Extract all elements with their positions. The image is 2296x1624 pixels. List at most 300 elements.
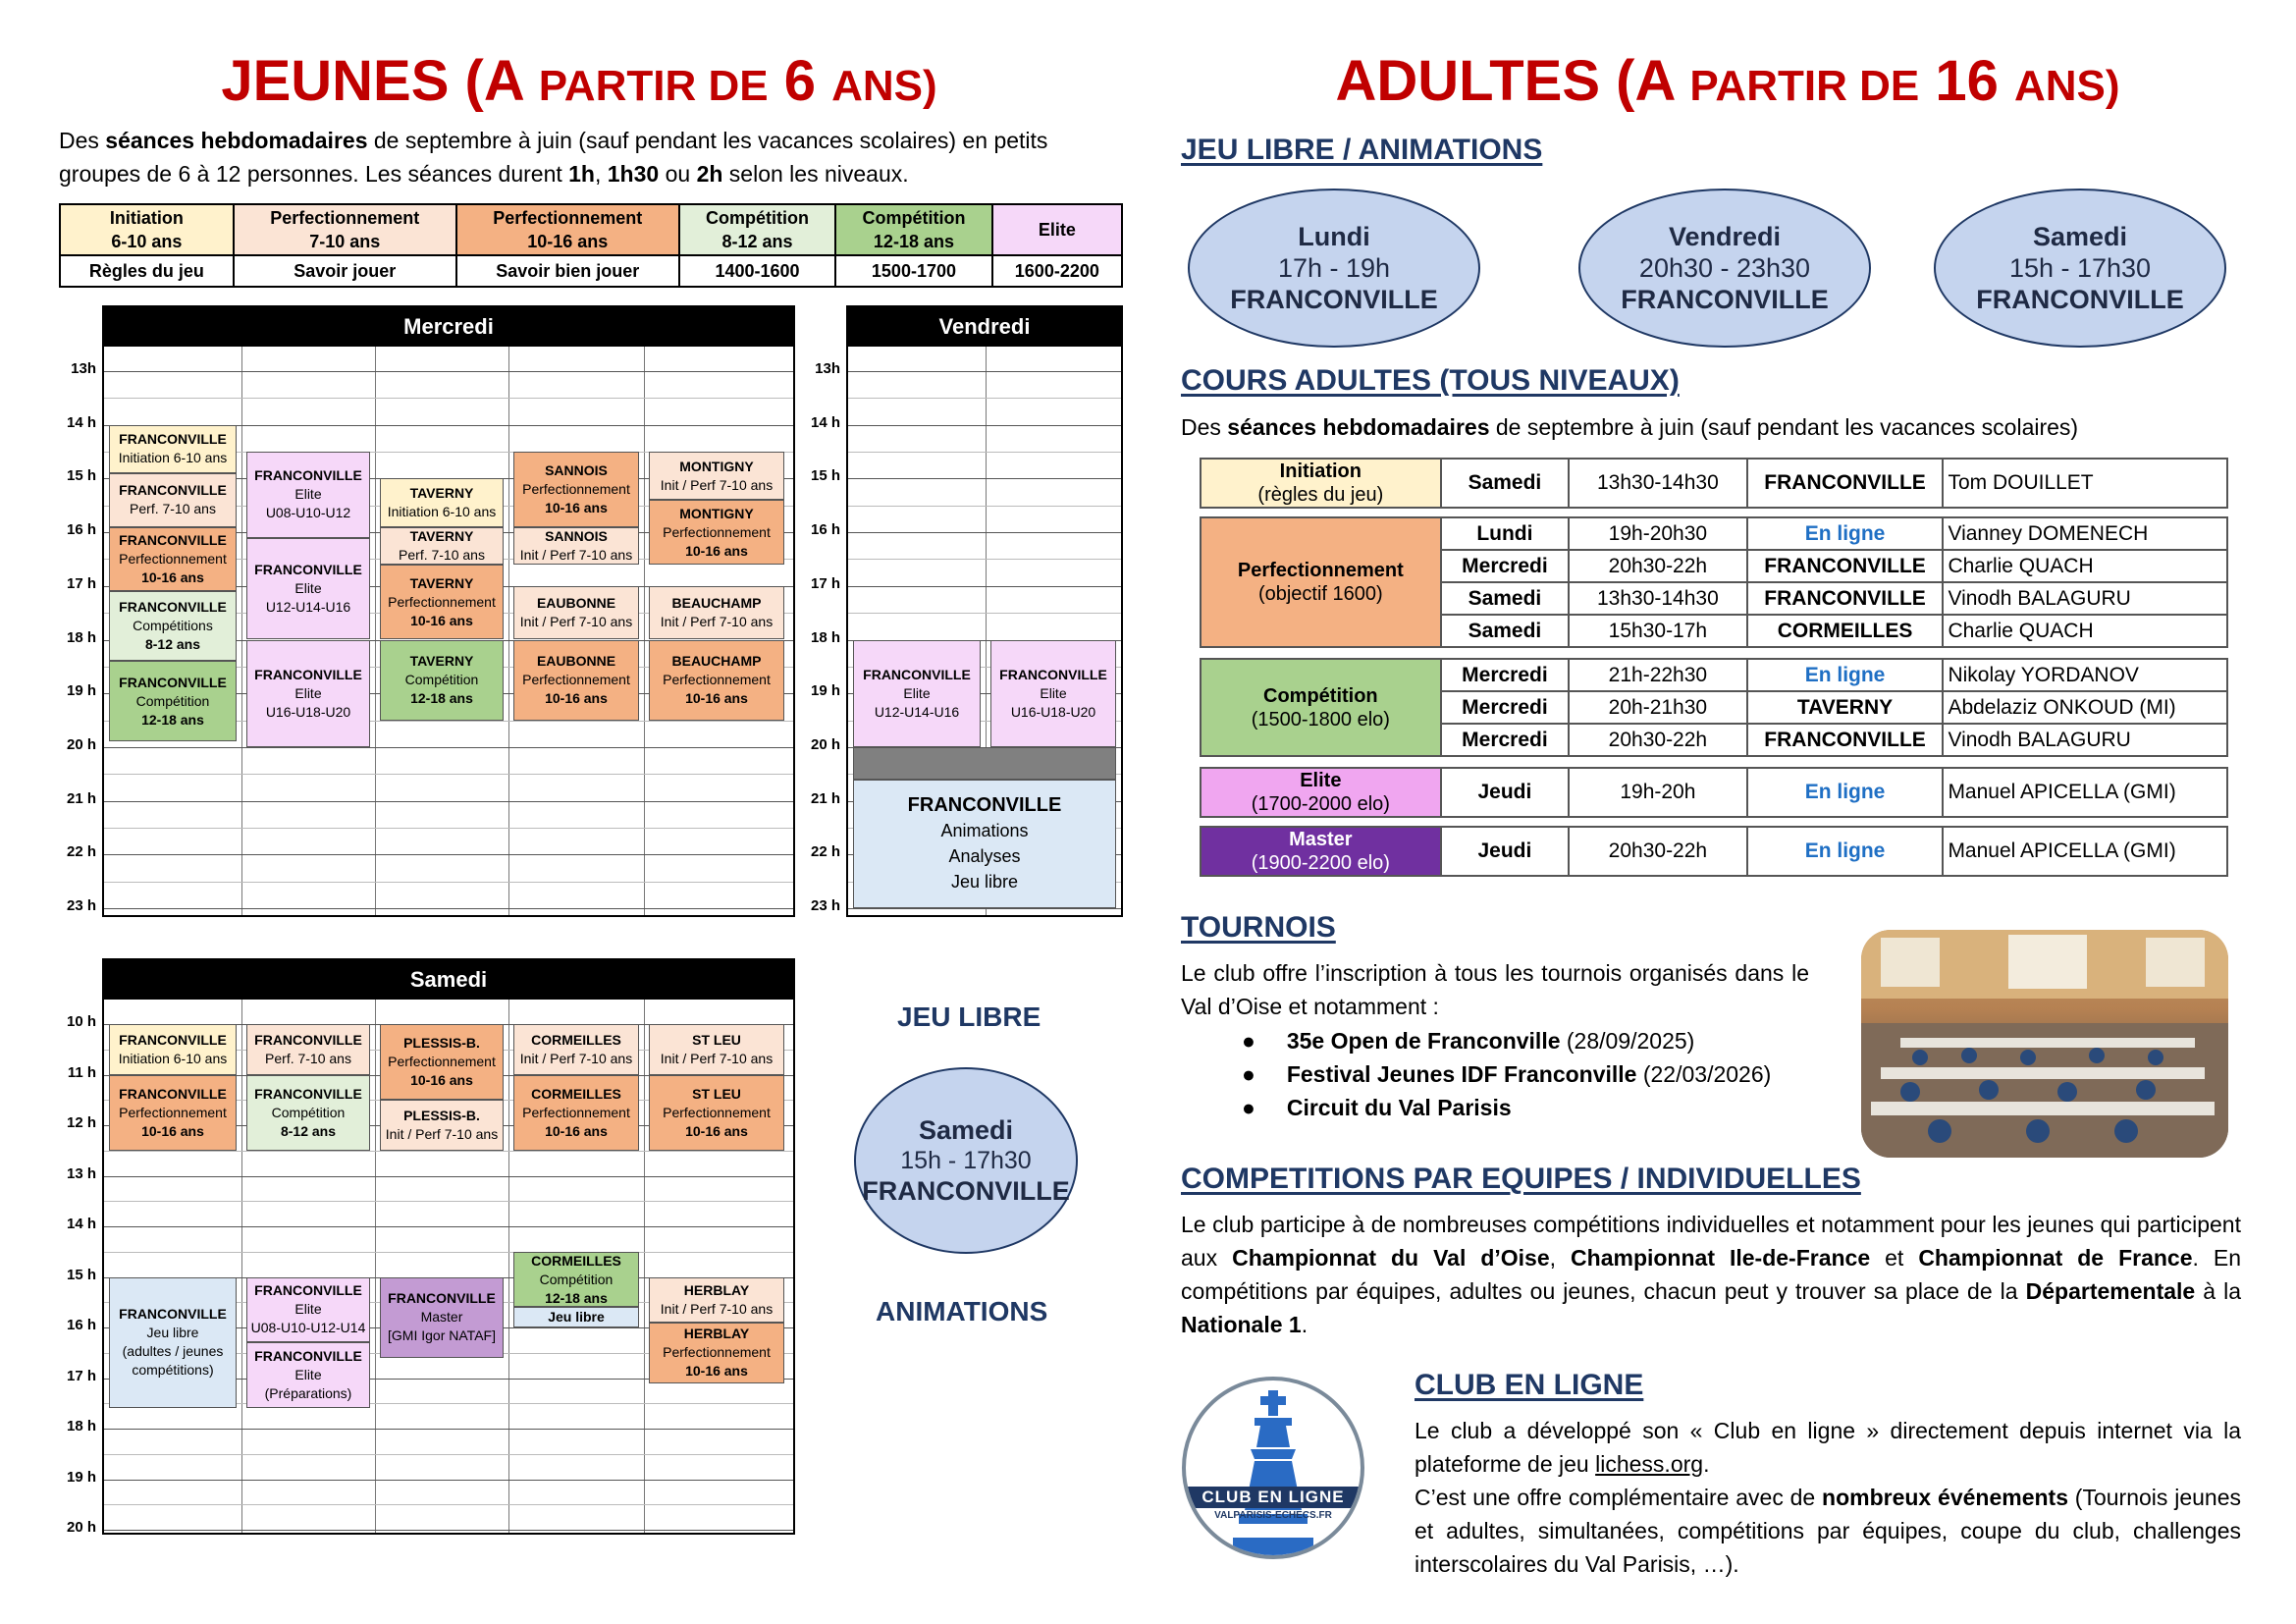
course-time: 20h-21h30 xyxy=(1569,691,1746,724)
course-teacher: Vinodh BALAGURU xyxy=(1943,582,2227,615)
block-detail: Perf. 7-10 ans xyxy=(130,501,216,517)
grid-half-line xyxy=(104,1201,793,1202)
block-location: FRANCONVILLE xyxy=(254,1031,362,1048)
block-detail: Elite xyxy=(294,486,322,503)
course-place: TAVERNY xyxy=(1747,691,1944,724)
tournois-list xyxy=(1242,1024,1870,1124)
course-place: FRANCONVILLE xyxy=(1747,459,1944,508)
block-location: SANNOIS xyxy=(545,527,608,544)
block-detail: [GMI Igor NATAF] xyxy=(388,1327,496,1344)
course-time: 15h30-17h xyxy=(1569,615,1746,647)
block-detail: Elite xyxy=(294,684,322,701)
schedule-block xyxy=(649,1075,784,1151)
block-detail: (Préparations) xyxy=(264,1385,352,1402)
block-location: SANNOIS xyxy=(545,461,608,478)
block-location: FRANCONVILLE xyxy=(254,666,362,682)
grid-hour-line xyxy=(848,586,1121,587)
hour-label: 16 h xyxy=(66,521,96,539)
block-location: Jeu libre xyxy=(548,1309,605,1326)
schedule-block xyxy=(649,640,784,721)
grid-half-line xyxy=(104,774,793,775)
schedule-block xyxy=(380,527,504,565)
block-location: FRANCONVILLE xyxy=(254,467,362,484)
hour-label: 22 h xyxy=(66,843,96,861)
hour-label: 14 h xyxy=(66,1216,96,1232)
jeu-libre-animations-heading: JEU LIBRE / ANIMATIONS xyxy=(1181,134,1543,166)
schedule-block xyxy=(246,640,370,747)
course-level-sub: (objectif 1600) xyxy=(1257,583,1383,605)
grid-half-line xyxy=(848,506,1121,507)
block-location: FRANCONVILLE xyxy=(119,1085,227,1102)
level-desc: Savoir jouer xyxy=(234,255,456,287)
level-desc: 1500-1700 xyxy=(835,255,991,287)
schedule-block xyxy=(380,565,504,640)
block-location: CORMEILLES xyxy=(531,1085,621,1102)
block-detail: compétitions) xyxy=(132,1362,214,1379)
block-location: FRANCONVILLE xyxy=(254,1282,362,1299)
schedule-block xyxy=(990,640,1116,747)
course-place: En ligne xyxy=(1747,517,1944,550)
schedule-block xyxy=(649,500,784,565)
course-level-name: Initiation xyxy=(1279,460,1362,482)
tournament-photo xyxy=(1861,930,2228,1158)
block-detail: 8-12 ans xyxy=(144,636,201,653)
grid-half-line xyxy=(848,613,1121,614)
oval-time: 17h - 19h xyxy=(1277,253,1391,283)
hour-label: 20 h xyxy=(810,735,840,753)
competitions-heading: COMPETITIONS PAR EQUIPES / INDIVIDUELLES xyxy=(1181,1163,1861,1195)
block-detail: Init / Perf 7-10 ans xyxy=(660,476,774,493)
course-level-sub: (1900-2200 elo) xyxy=(1251,852,1390,874)
block-detail: 10-16 ans xyxy=(410,612,473,628)
block-detail: 10-16 ans xyxy=(685,690,748,707)
block-detail: Analyses xyxy=(948,846,1021,867)
grid-hour-line xyxy=(848,478,1121,479)
course-day: Samedi xyxy=(1441,615,1569,647)
block-detail: Init / Perf 7-10 ans xyxy=(385,1126,499,1142)
mercredi-grid xyxy=(102,305,795,917)
block-detail: Compétition xyxy=(404,672,479,688)
block-detail: U16-U18-U20 xyxy=(265,703,351,720)
schedule-block xyxy=(513,452,639,527)
schedule-block xyxy=(246,452,370,538)
block-detail: 12-18 ans xyxy=(410,690,473,707)
cours-intro: Des séances hebdomadaires de septembre à juin (sauf pendant les vacances scolaires) xyxy=(1181,414,2079,440)
block-location: FRANCONVILLE xyxy=(907,794,1062,817)
schedule-block xyxy=(380,1024,504,1100)
block-detail: Perfectionnement xyxy=(388,1054,496,1070)
course-day: Lundi xyxy=(1441,517,1569,550)
closed-slot xyxy=(853,747,1116,780)
course-teacher: Charlie QUACH xyxy=(1943,550,2227,582)
course-teacher: Vianney DOMENECH xyxy=(1943,517,2227,550)
logo-title: CLUB EN LIGNE xyxy=(1186,1487,1361,1508)
tournois-heading: TOURNOIS xyxy=(1181,911,1336,944)
schedule-block xyxy=(246,1342,370,1408)
block-detail: U12-U14-U16 xyxy=(265,599,351,616)
block-detail: Init / Perf 7-10 ans xyxy=(519,614,633,630)
level-header xyxy=(992,204,1122,255)
schedule-block xyxy=(109,1024,237,1075)
oval-place: FRANCONVILLE xyxy=(862,1175,1070,1206)
schedule-block xyxy=(513,586,639,640)
course-place: En ligne xyxy=(1747,827,1944,876)
grid-hour-line xyxy=(104,801,793,802)
hour-label: 16 h xyxy=(810,521,840,539)
course-day: Samedi xyxy=(1441,459,1569,508)
course-teacher: Manuel APICELLA (GMI) xyxy=(1943,768,2227,817)
hour-label: 19 h xyxy=(66,1468,96,1486)
oval-day: Lundi xyxy=(1298,222,1370,251)
grid-hour-line xyxy=(104,1176,793,1177)
tournoi-item: ● Circuit du Val Parisis xyxy=(1242,1095,1512,1120)
course-table xyxy=(1200,516,2228,648)
grid-hour-line xyxy=(848,371,1121,372)
competitions-text: Le club participe à de nombreuses compétitions individuelles et notamment pour les jeunes qui participent aux Championnat du Val d’Oise, Championnat Ile-de-France et Championnat de France. En compétitions par équipes, adultes ou jeunes, chacun peut y trouver sa place de la Départementale à la Nationale 1. xyxy=(1181,1212,2242,1337)
grid-hour-line xyxy=(848,908,1121,909)
block-location: EAUBONNE xyxy=(536,653,616,670)
course-level-name: Elite xyxy=(1300,770,1342,791)
level-age: 6-10 ans xyxy=(111,232,183,251)
grid-half-line xyxy=(104,1151,793,1152)
hour-label: 15 h xyxy=(66,467,96,485)
logo-url: VALPARISIS-ECHECS.FR xyxy=(1214,1510,1332,1521)
course-teacher: Tom DOUILLET xyxy=(1943,459,2227,508)
level-name: Compétition xyxy=(706,208,810,228)
hour-label: 15 h xyxy=(810,467,840,485)
levels-table xyxy=(59,203,1123,288)
level-header xyxy=(456,204,679,255)
jeunes-intro: Des séances hebdomadaires de septembre à juin (sauf pendant les vacances scolaires) en petits groupes de 6 à 12 personnes. Les séances durent 1h, 1h30 ou 2h selon les niveaux. xyxy=(59,128,1048,187)
block-detail: Compétitions xyxy=(133,618,213,634)
tournoi-item: ● 35e Open de Franconville (28/09/2025) xyxy=(1242,1028,1695,1054)
block-location: FRANCONVILLE xyxy=(119,599,227,616)
block-detail: Initiation 6-10 ans xyxy=(387,504,497,519)
oval-time: 20h30 - 23h30 xyxy=(1638,253,1811,283)
schedule-block xyxy=(109,1075,237,1151)
course-teacher: Vinodh BALAGURU xyxy=(1943,724,2227,756)
block-detail: Perf. 7-10 ans xyxy=(399,546,485,563)
schedule-block xyxy=(246,538,370,640)
block-location: FRANCONVILLE xyxy=(119,482,227,499)
hour-label: 18 h xyxy=(66,628,96,646)
level-age: 12-18 ans xyxy=(873,232,954,251)
block-detail: Compétition xyxy=(135,692,210,709)
club-text-1: Le club a développé son « Club en ligne » directement depuis internet via la plateforme de jeu lichess.org. xyxy=(1415,1418,2241,1477)
schedule-block xyxy=(246,1024,370,1075)
schedule-block xyxy=(513,1252,639,1308)
grid-column-line xyxy=(508,347,509,915)
grid-half-line xyxy=(104,1454,793,1455)
block-location: PLESSIS-B. xyxy=(403,1035,480,1052)
level-desc: Règles du jeu xyxy=(60,255,234,287)
oval-place: FRANCONVILLE xyxy=(1976,285,2184,314)
block-detail: Perfectionnement xyxy=(663,1104,771,1120)
hour-label: 13h xyxy=(71,360,96,377)
block-location: FRANCONVILLE xyxy=(254,1348,362,1365)
cours-adultes-heading: COURS ADULTES (TOUS NIVEAUX) xyxy=(1181,364,1680,397)
block-detail: Perfectionnement xyxy=(522,480,630,497)
schedule-block xyxy=(246,1277,370,1343)
hour-label: 20 h xyxy=(66,1519,96,1536)
schedule-block xyxy=(109,473,237,527)
course-level xyxy=(1201,827,1441,876)
course-day: Mercredi xyxy=(1441,659,1569,691)
grid-hour-line xyxy=(104,747,793,748)
block-detail: Initiation 6-10 ans xyxy=(118,450,228,466)
course-level xyxy=(1201,459,1441,508)
block-location: TAVERNY xyxy=(409,527,474,544)
grid-column-line xyxy=(241,347,242,915)
course-day: Jeudi xyxy=(1441,827,1569,876)
course-day: Samedi xyxy=(1441,582,1569,615)
block-location: ST LEU xyxy=(692,1085,741,1102)
mercredi-header: Mercredi xyxy=(104,307,793,347)
grid-column-line xyxy=(644,1000,645,1533)
oval-place: FRANCONVILLE xyxy=(1230,285,1438,314)
oval-day: Vendredi xyxy=(1668,222,1782,251)
block-detail: U08-U10-U12 xyxy=(265,505,351,521)
grid-hour-line xyxy=(104,371,793,372)
grid-half-line xyxy=(104,1252,793,1253)
block-detail: Compétition xyxy=(539,1271,614,1287)
hour-label: 17 h xyxy=(66,574,96,592)
block-location: FRANCONVILLE xyxy=(999,666,1107,682)
hour-label: 15 h xyxy=(66,1266,96,1283)
grid-half-line xyxy=(104,398,793,399)
jeu-libre-heading: JEU LIBRE xyxy=(897,1001,1041,1032)
samedi-grid xyxy=(102,958,795,1535)
block-detail: Init / Perf 7-10 ans xyxy=(519,546,633,563)
oval-place: FRANCONVILLE xyxy=(1621,285,1829,314)
block-detail: (adultes / jeunes xyxy=(122,1343,224,1360)
schedule-block xyxy=(513,640,639,721)
level-name: Perfectionnement xyxy=(270,208,420,228)
course-level-sub: (1500-1800 elo) xyxy=(1251,708,1390,731)
block-detail: Elite xyxy=(903,684,931,701)
block-detail: 10-16 ans xyxy=(545,499,608,515)
hour-label: 21 h xyxy=(810,789,840,807)
block-detail: U16-U18-U20 xyxy=(1010,703,1096,720)
hour-label: 19 h xyxy=(810,682,840,700)
block-detail: Animations xyxy=(940,821,1029,841)
hour-label: 23 h xyxy=(810,897,840,914)
schedule-block xyxy=(380,1277,504,1358)
block-location: FRANCONVILLE xyxy=(119,1031,227,1048)
level-desc: 1400-1600 xyxy=(679,255,835,287)
block-detail: 12-18 ans xyxy=(141,711,204,728)
block-location: FRANCONVILLE xyxy=(254,1085,362,1102)
schedule-block xyxy=(109,527,237,592)
level-header xyxy=(679,204,835,255)
course-table xyxy=(1200,767,2228,818)
schedule-block xyxy=(649,1277,784,1323)
course-place: FRANCONVILLE xyxy=(1747,550,1944,582)
block-detail: Perf. 7-10 ans xyxy=(265,1050,351,1066)
hour-label: 11 h xyxy=(67,1063,96,1081)
block-detail: U08-U10-U12-U14 xyxy=(250,1320,366,1336)
hour-label: 21 h xyxy=(66,789,96,807)
block-location: TAVERNY xyxy=(409,574,474,591)
chess-king-icon xyxy=(1186,1380,1361,1555)
hour-label: 13 h xyxy=(66,1164,96,1182)
course-day: Mercredi xyxy=(1441,691,1569,724)
hour-label: 20 h xyxy=(66,735,96,753)
oval-time: 15h - 17h30 xyxy=(2008,253,2152,283)
samedi-header: Samedi xyxy=(104,960,793,1000)
grid-half-line xyxy=(104,882,793,883)
animation-oval xyxy=(1188,189,1480,348)
adultes-title: ADULTES (A PARTIR DE 16 ANS) xyxy=(1335,49,2120,113)
course-place: En ligne xyxy=(1747,768,1944,817)
course-teacher: Nikolay YORDANOV xyxy=(1943,659,2227,691)
schedule-block xyxy=(649,1024,784,1075)
block-detail: Init / Perf 7-10 ans xyxy=(660,1300,774,1317)
course-place: En ligne xyxy=(1747,659,1944,691)
block-location: HERBLAY xyxy=(683,1326,750,1342)
schedule-block xyxy=(246,1075,370,1151)
grid-half-line xyxy=(848,452,1121,453)
schedule-block xyxy=(109,425,237,473)
block-location: TAVERNY xyxy=(409,653,474,670)
level-name: Compétition xyxy=(862,208,966,228)
level-desc: 1600-2200 xyxy=(992,255,1122,287)
level-desc: Savoir bien jouer xyxy=(456,255,679,287)
level-name: Elite xyxy=(1038,220,1076,240)
level-name: Initiation xyxy=(109,208,184,228)
lichess-link[interactable]: lichess.org xyxy=(1595,1451,1704,1477)
grid-hour-line xyxy=(104,1480,793,1481)
level-name: Perfectionnement xyxy=(493,208,643,228)
course-level-name: Master xyxy=(1289,829,1353,850)
level-age: 10-16 ans xyxy=(527,232,609,251)
grid-hour-line xyxy=(104,1530,793,1531)
schedule-block xyxy=(513,527,639,565)
schedule-block xyxy=(109,591,237,661)
course-time: 20h30-22h xyxy=(1569,550,1746,582)
course-row xyxy=(1201,517,2227,550)
block-location: CORMEILLES xyxy=(531,1252,621,1269)
block-detail: Perfectionnement xyxy=(663,1344,771,1361)
vendredi-grid xyxy=(846,305,1123,917)
hour-label: 22 h xyxy=(810,843,840,861)
block-location: FRANCONVILLE xyxy=(254,562,362,578)
course-time: 19h-20h xyxy=(1569,768,1746,817)
block-detail: Perfectionnement xyxy=(119,1104,227,1120)
block-detail: 12-18 ans xyxy=(545,1289,608,1306)
course-time: 13h30-14h30 xyxy=(1569,459,1746,508)
hour-label: 19 h xyxy=(66,682,96,700)
block-detail: 10-16 ans xyxy=(685,1363,748,1380)
grid-hour-line xyxy=(848,532,1121,533)
schedule-block xyxy=(649,1323,784,1383)
course-time: 20h30-22h xyxy=(1569,827,1746,876)
block-detail: Elite xyxy=(294,1301,322,1318)
hour-label: 13h xyxy=(815,360,840,377)
course-row xyxy=(1201,827,2227,876)
block-location: CORMEILLES xyxy=(531,1031,621,1048)
oval-time: 15h - 17h30 xyxy=(900,1146,1032,1174)
course-level-name: Perfectionnement xyxy=(1237,560,1404,581)
block-location: ST LEU xyxy=(692,1031,741,1048)
hour-label: 18 h xyxy=(66,1418,96,1435)
block-location: HERBLAY xyxy=(683,1281,750,1298)
block-detail: U12-U14-U16 xyxy=(874,703,960,720)
oval-day: Samedi xyxy=(2032,222,2128,251)
level-header xyxy=(234,204,456,255)
grid-column-line xyxy=(644,347,645,915)
course-row xyxy=(1201,659,2227,691)
grid-hour-line xyxy=(104,854,793,855)
schedule-block xyxy=(380,1100,504,1151)
block-detail: Jeu libre xyxy=(146,1325,199,1341)
animation-oval xyxy=(1934,189,2226,348)
course-teacher: Manuel APICELLA (GMI) xyxy=(1943,827,2227,876)
block-detail: Elite xyxy=(294,1367,322,1383)
grid-hour-line xyxy=(104,1429,793,1430)
course-level-sub: (1700-2000 elo) xyxy=(1251,793,1390,815)
course-teacher: Charlie QUACH xyxy=(1943,615,2227,647)
block-location: FRANCONVILLE xyxy=(863,666,971,682)
block-detail: 10-16 ans xyxy=(545,690,608,707)
schedule-block xyxy=(649,452,784,500)
grid-hour-line xyxy=(848,425,1121,426)
course-time: 13h30-14h30 xyxy=(1569,582,1746,615)
course-time: 21h-22h30 xyxy=(1569,659,1746,691)
hour-label: 17 h xyxy=(810,574,840,592)
course-row xyxy=(1201,459,2227,508)
course-day: Mercredi xyxy=(1441,550,1569,582)
block-detail: Perfectionnement xyxy=(119,550,227,567)
course-table xyxy=(1200,458,2228,509)
course-table xyxy=(1200,826,2228,877)
hour-label: 23 h xyxy=(66,897,96,914)
block-location: TAVERNY xyxy=(409,485,474,501)
block-location: FRANCONVILLE xyxy=(119,1306,227,1323)
block-detail: Elite xyxy=(294,580,322,597)
grid-column-line xyxy=(508,1000,509,1533)
block-detail: Perfectionnement xyxy=(522,672,630,688)
schedule-block xyxy=(380,478,504,526)
block-detail: Master xyxy=(420,1309,463,1326)
block-detail: 10-16 ans xyxy=(410,1072,473,1089)
block-detail: Perfectionnement xyxy=(663,672,771,688)
hour-label: 14 h xyxy=(810,413,840,431)
schedule-block xyxy=(513,1307,639,1327)
block-detail: Init / Perf 7-10 ans xyxy=(519,1050,633,1066)
grid-half-line xyxy=(848,559,1121,560)
schedule-block xyxy=(513,1075,639,1151)
course-day: Jeudi xyxy=(1441,768,1569,817)
schedule-block xyxy=(853,640,981,747)
block-detail: Perfectionnement xyxy=(522,1104,630,1120)
grid-hour-line xyxy=(104,1226,793,1227)
block-location: EAUBONNE xyxy=(536,595,616,612)
block-location: FRANCONVILLE xyxy=(119,531,227,548)
block-detail: Init / Perf 7-10 ans xyxy=(660,1050,774,1066)
tournoi-item: ● Festival Jeunes IDF Franconville (22/03/2026) xyxy=(1242,1061,1772,1087)
schedule-block xyxy=(380,640,504,721)
course-place: FRANCONVILLE xyxy=(1747,582,1944,615)
grid-hour-line xyxy=(104,908,793,909)
block-detail: Perfectionnement xyxy=(388,593,496,610)
schedule-block xyxy=(109,661,237,741)
block-detail: 10-16 ans xyxy=(685,542,748,559)
course-level-name: Compétition xyxy=(1263,684,1378,707)
block-location: PLESSIS-B. xyxy=(403,1108,480,1123)
hour-label: 16 h xyxy=(66,1317,96,1333)
course-day: Mercredi xyxy=(1441,724,1569,756)
